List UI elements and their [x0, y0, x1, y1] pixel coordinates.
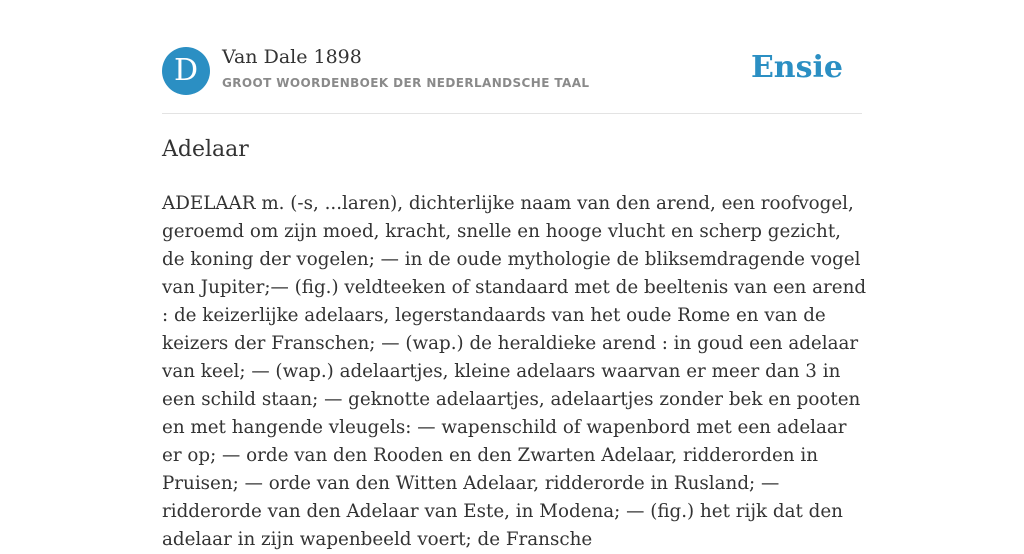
- brand-logo-link[interactable]: Ensie: [750, 50, 843, 85]
- entry-title: Adelaar: [162, 137, 249, 162]
- source-header: [162, 46, 862, 96]
- header-divider: [162, 113, 862, 114]
- source-title[interactable]: Van Dale 1898: [222, 46, 362, 68]
- source-avatar[interactable]: D: [162, 47, 210, 95]
- source-subtitle: GROOT WOORDENBOEK DER NEDERLANDSCHE TAAL: [222, 76, 590, 90]
- entry-definition: ADELAAR m. (-s, ...laren), dichterlijke naam van den arend, een roofvogel, geroemd om zijn moed, kracht, snelle en hooge vlucht en scherp gezicht, de koning der vogelen; — in de oude mythologie de bliksemdragende vogel van Jupiter;— (fig.) veldteeken of standaard met de beeltenis van een arend : de keizerlijke adelaars, legerstandaards van het oude Rome en van de keizers der Franschen; — (wap.) de heraldieke arend : in goud een adelaar van keel; — (wap.) adelaartjes, kleine adelaars waarvan er meer dan 3 in een schild staan; — geknotte adelaartjes, adelaartjes zonder bek en pooten en met hangende vleugels: — wapenschild of wapenbord met een adelaar er op; — orde van den Rooden en den Zwarten Adelaar, ridderorden in Pruisen; — orde van den Witten Adelaar, ridderorde in Rusland; — ridderorde van den Adelaar van Este, in Modena; — (fig.) het rijk dat den adelaar in zijn wapenbeeld voert; de Fransche: [162, 193, 867, 550]
